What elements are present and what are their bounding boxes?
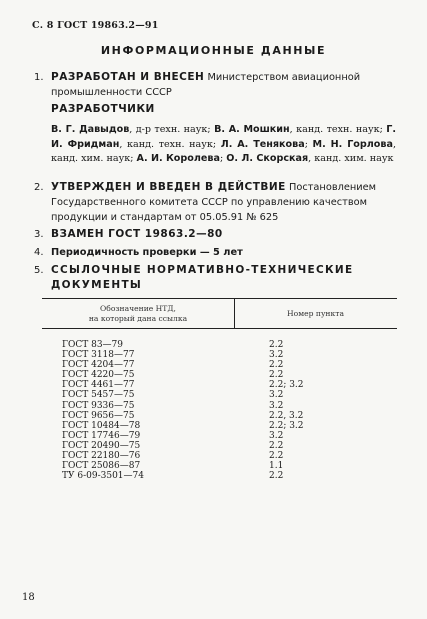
developer-name: Г. И. Фридман [51,124,396,150]
table-row [62,441,382,451]
table-cell-doc: ГОСТ 4461—77 [62,380,135,391]
table-body [62,340,382,481]
item-lead: РАЗРАБОТАН И ВНЕСЕН [51,71,205,83]
info-item-3 [34,227,396,242]
table-row [62,380,382,390]
item-lead: УТВЕРЖДЕН И ВВЕДЕН В ДЕЙСТВИЕ [51,181,286,193]
table-cell-clause: 2.2 [269,370,284,381]
developer-degree: , канд. хим. наук; [51,138,396,164]
table-cell-clause: 2.2 [269,440,284,451]
table-row [62,401,382,411]
item-number: 3. [34,229,44,240]
table-cell-doc: ГОСТ 10484—78 [62,420,141,431]
table-row [62,471,382,481]
developer-degree: , канд. хим. наук [308,153,394,164]
developers-heading: РАЗРАБОТЧИКИ [51,103,155,115]
developer-name: А. И. Королева [136,153,220,164]
table-cell-clause: 2.2 [269,471,284,482]
table-row [62,350,382,360]
table-cell-clause: 2.2, 3.2 [269,410,304,421]
developer-name: Л. А. Тенякова [220,138,305,150]
table-cell-doc: ГОСТ 22180—76 [62,451,141,462]
table-cell-doc: ГОСТ 20490—75 [62,440,141,451]
item-lead: ССЫЛОЧНЫЕ НОРМАТИВНО-ТЕХНИЧЕСКИЕ ДОКУМЕНТЫ [51,264,354,291]
table-row [62,451,382,461]
table-row [62,461,382,471]
table-cell-clause: 2.2 [269,451,284,462]
table-row [62,340,382,350]
table-cell-clause: 2.2; 3.2 [269,420,304,431]
table-cell-clause: 3.2 [269,350,284,361]
item-text: Периодичность проверки — 5 лет [51,247,243,258]
table-row [62,370,382,380]
developer-name: В. Г. Давыдов [51,124,130,135]
table-cell-doc: ГОСТ 9336—75 [62,400,135,411]
developer-name: В. А. Мошкин [214,124,290,135]
table-cell-clause: 2.2; 3.2 [269,380,304,391]
developer-degree: , канд. техн. наук; [119,138,221,150]
table-cell-clause: 2.2 [269,340,284,350]
table-cell-clause: 3.2 [269,400,284,411]
table-top-rule [42,298,397,299]
item-number: 2. [34,182,44,193]
table-row [62,390,382,400]
table-header-doc-line2: на который дана ссылка [88,314,188,323]
table-header-rule [42,328,397,329]
page-title: ИНФОРМАЦИОННЫЕ ДАННЫЕ [100,44,327,57]
item-text: Министерством авиационной промышленности СССР [51,72,361,98]
developer-degree: ; [304,138,313,150]
developer-degree: , канд. техн. наук; [289,124,387,135]
table-cell-doc: ГОСТ 9656—75 [62,410,135,421]
table-cell-clause: 1.1 [269,461,284,472]
item-number: 1. [34,72,44,83]
table-header-clause: Номер пункта [287,309,344,318]
item-number: 4. [34,247,44,258]
table-cell-doc: ГОСТ 4204—77 [62,360,135,371]
table-cell-clause: 3.2 [269,390,284,401]
developer-degree: ; [219,153,227,164]
table-row [62,431,382,441]
info-item-4 [34,245,396,260]
info-item-1 [34,70,396,100]
table-cell-doc: ГОСТ 25086—87 [62,461,141,472]
table-cell-clause: 3.2 [269,430,284,441]
table-cell-doc: ТУ 6-09-3501—74 [62,471,144,482]
table-row [62,360,382,370]
page-number: 18 [22,592,35,603]
table-row [62,421,382,431]
table-cell-doc: ГОСТ 17746—79 [62,430,141,441]
table-cell-doc: ГОСТ 4220—75 [62,370,135,381]
page-header: С. 8 ГОСТ 19863.2—91 [32,20,159,31]
developer-name: М. Н. Горлова [312,138,393,150]
info-item-5 [34,263,396,293]
table-row [62,411,382,421]
item-lead: ВЗАМЕН ГОСТ 19863.2—80 [51,228,223,240]
table-header-doc-line1: Обозначение НТД, [100,304,176,313]
table-cell-doc: ГОСТ 83—79 [62,340,123,350]
table-header-doc [42,304,234,324]
developer-degree: , д-р техн. наук; [129,124,215,135]
table-cell-doc: ГОСТ 3118—77 [62,350,135,361]
info-item-2 [34,180,396,225]
table-cell-clause: 2.2 [269,360,284,371]
table-cell-doc: ГОСТ 5457—75 [62,390,135,401]
developer-name: О. Л. Скорская [226,153,309,164]
developers-list [51,123,396,167]
item-number: 5. [34,265,44,276]
item-text: Постановлением Государственного комитета СССР по управлению качеством продукции и стандартам от 05.05.91 № 625 [51,182,377,223]
